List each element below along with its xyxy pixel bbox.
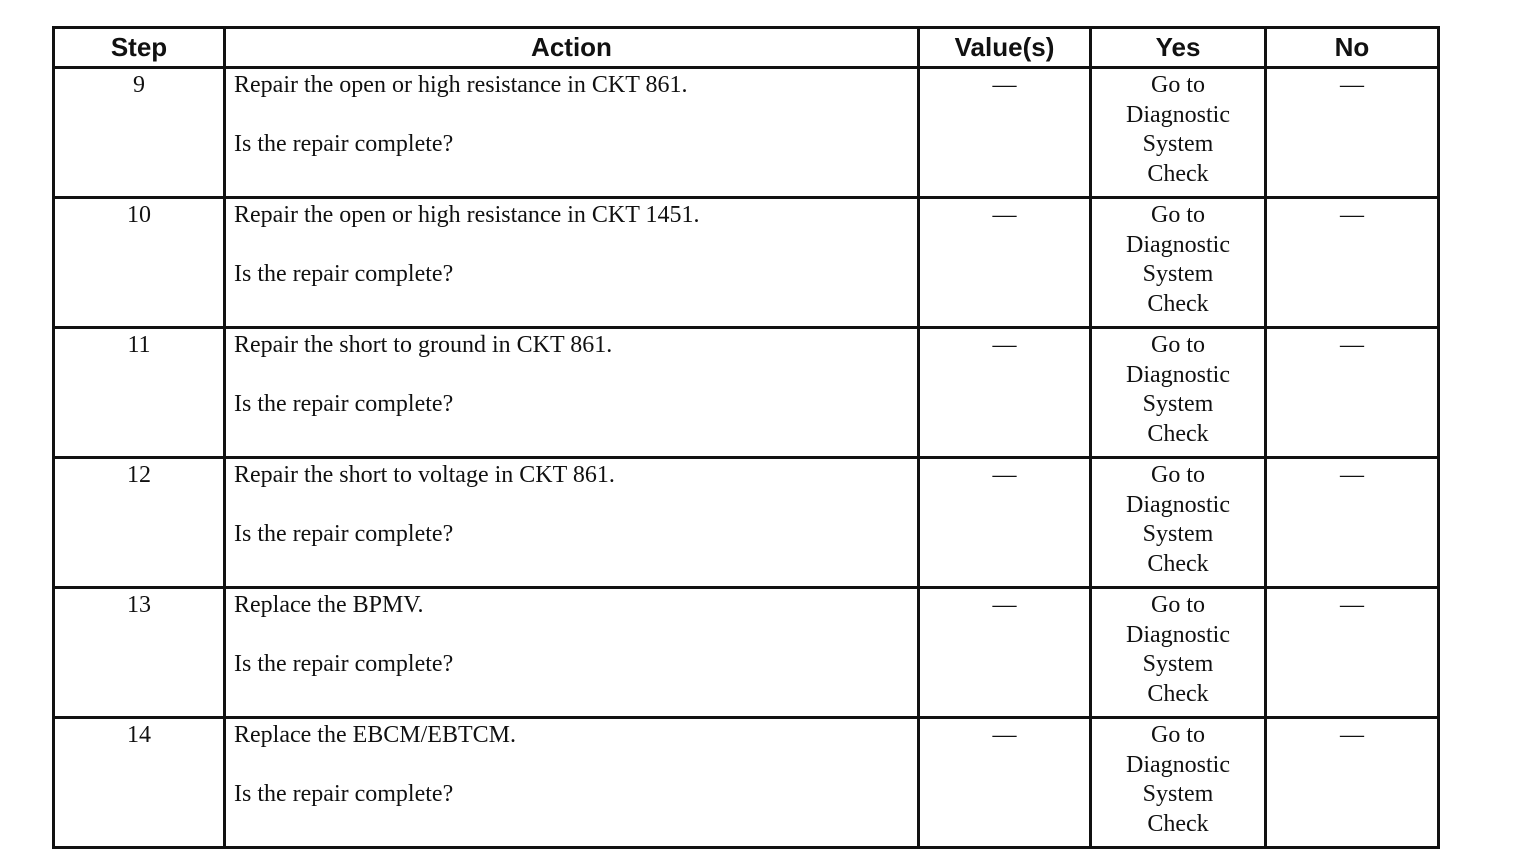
action-cell [225,198,919,328]
yes-cell [1091,718,1266,848]
action-text: Repair the open or high resistance in CKT 1451. [234,202,700,228]
yes-line: Diagnostic [1126,751,1230,778]
action-cell [225,68,919,198]
values-cell: — [919,588,1091,718]
action-text: Repair the short to ground in CKT 861. [234,332,613,358]
yes-line: Diagnostic [1126,361,1230,388]
yes-line: Check [1147,160,1209,187]
yes-line: Diagnostic [1126,491,1230,518]
header-action: Action [225,28,919,68]
header-values: Value(s) [919,28,1091,68]
yes-line: Go to [1151,722,1205,748]
step-number: 14 [54,718,225,848]
no-cell: — [1266,718,1439,848]
yes-line: Go to [1151,332,1205,358]
no-cell: — [1266,328,1439,458]
yes-line: System [1142,651,1214,677]
action-question: Is the repair complete? [234,520,454,547]
no-cell: — [1266,198,1439,328]
table-row [54,718,1439,848]
values-cell: — [919,458,1091,588]
step-number: 12 [54,458,225,588]
no-cell: — [1266,458,1439,588]
header-row [54,28,1439,68]
yes-line: Check [1147,550,1209,577]
yes-line: Check [1147,290,1209,317]
yes-line: System [1142,391,1214,417]
header-no: No [1266,28,1439,68]
yes-cell [1091,198,1266,328]
yes-line: Go to [1151,72,1205,98]
yes-line: Diagnostic [1126,101,1230,128]
table-row [54,68,1439,198]
yes-line: System [1142,781,1214,807]
step-number: 9 [54,68,225,198]
table-row [54,198,1439,328]
action-question: Is the repair complete? [234,780,454,807]
yes-line: Go to [1151,462,1205,488]
diagnostic-table [52,26,1440,849]
yes-line: Check [1147,680,1209,707]
step-number: 11 [54,328,225,458]
table-row [54,588,1439,718]
yes-line: Check [1147,420,1209,447]
action-text: Replace the EBCM/EBTCM. [234,722,516,748]
yes-cell [1091,458,1266,588]
header-yes: Yes [1091,28,1266,68]
no-cell: — [1266,68,1439,198]
yes-cell [1091,68,1266,198]
yes-line: Go to [1151,592,1205,618]
table-row [54,328,1439,458]
values-cell: — [919,718,1091,848]
action-cell [225,588,919,718]
step-number: 13 [54,588,225,718]
action-text: Repair the open or high resistance in CKT 861. [234,72,688,98]
values-cell: — [919,68,1091,198]
action-question: Is the repair complete? [234,130,454,157]
header-step: Step [54,28,225,68]
yes-line: Check [1147,810,1209,837]
values-cell: — [919,328,1091,458]
action-cell [225,718,919,848]
action-question: Is the repair complete? [234,390,454,417]
action-cell [225,458,919,588]
action-cell [225,328,919,458]
values-cell: — [919,198,1091,328]
yes-line: System [1142,131,1214,157]
action-question: Is the repair complete? [234,260,454,287]
yes-line: Diagnostic [1126,231,1230,258]
yes-cell [1091,588,1266,718]
yes-cell [1091,328,1266,458]
yes-line: Go to [1151,202,1205,228]
step-number: 10 [54,198,225,328]
no-cell: — [1266,588,1439,718]
yes-line: System [1142,261,1214,287]
yes-line: Diagnostic [1126,621,1230,648]
action-text: Replace the BPMV. [234,592,424,618]
table-row [54,458,1439,588]
action-question: Is the repair complete? [234,650,454,677]
action-text: Repair the short to voltage in CKT 861. [234,462,615,488]
yes-line: System [1142,521,1214,547]
